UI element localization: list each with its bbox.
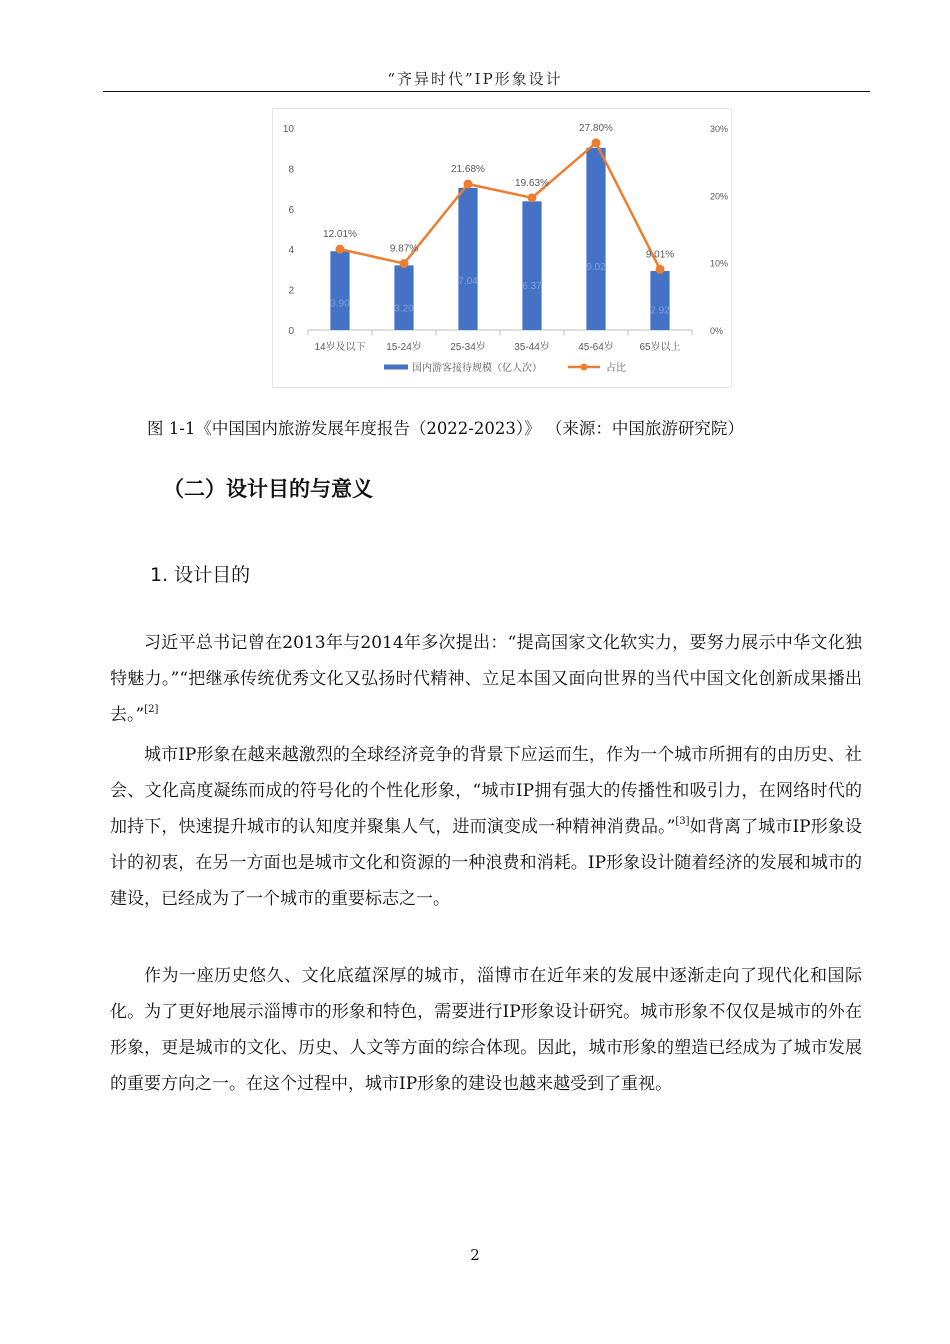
bar [394,265,413,330]
paragraph [110,958,862,1102]
line-point [400,259,409,268]
bar [330,251,349,330]
line-data-label: 19.63% [515,177,549,189]
bar-data-label: 7.04 [458,276,478,288]
line-point [464,180,473,189]
legend-bar-label: 国内游客接待规模（亿人次） [412,363,542,374]
subsection-heading: 1. 设计目的 [150,564,251,586]
line-point [656,265,665,274]
y-left-tick-label: 2 [288,285,294,297]
x-tick-label: 65岁以上 [639,342,681,353]
line-data-label: 9.87% [389,243,419,255]
line-series [340,143,660,270]
paragraph [110,737,862,917]
paragraph-text: 习近平总书记曾在2013年与2014年多次提出：“提高国家文化软实力，要努力展示中华文化独特魅力。”“把继承传统优秀文化又弘扬时代精神、立足本国又面向世界的当代中国文化创新成果播出去。” [110,633,862,725]
bar-data-label: 3.20 [394,303,414,315]
x-tick-label: 45-64岁 [578,342,614,353]
x-tick-label: 25-34岁 [450,342,486,353]
paragraph [110,625,862,733]
citation-ref[interactable]: [2] [144,704,159,715]
header-rule [103,91,870,92]
running-header: “齐异时代”IP形象设计 [387,70,563,88]
y-right-tick-label: 0% [710,326,724,336]
section-heading: （二）设计目的与意义 [163,477,373,501]
paragraph-text: 作为一座历史悠久、文化底蕴深厚的城市，淄博市在近年来的发展中逐渐走向了现代化和国际化。为了更好地展示淄博市的形象和特色，需要进行IP形象设计研究。城市形象不仅仅是城市的外在形象，更是城市的文化、历史、人文等方面的综合体现。因此，城市形象的塑造已经成为了城市发展的重要方向之一。在这个过程中，城市IP形象的建设也越来越受到了重视。 [110,966,862,1094]
line-point [336,245,345,254]
x-tick-label: 15-24岁 [386,342,422,353]
citation-ref[interactable]: [3] [675,816,690,827]
line-data-label: 9.01% [645,249,675,261]
bar [650,271,669,330]
x-tick-label: 35-44岁 [514,342,550,353]
y-left-tick-label: 0 [288,326,294,337]
y-right-tick-label: 10% [710,258,729,269]
y-right-tick-label: 20% [710,191,729,202]
x-tick-label: 14岁及以下 [314,342,366,353]
y-left-tick-label: 10 [282,124,294,135]
legend-line-marker [581,364,588,371]
bar-data-label: 3.90 [330,298,350,310]
legend-line-label: 占比 [606,363,626,374]
bar [586,148,605,330]
y-left-tick-label: 4 [288,245,294,257]
line-data-label: 21.68% [451,164,485,176]
bar-data-label: 6.37 [522,280,542,292]
y-left-tick-label: 6 [288,204,294,216]
line-point [528,193,537,202]
age-group-chart [272,108,732,388]
line-point [592,138,601,147]
y-left-tick-label: 8 [288,164,294,176]
paragraph-text: 如背离了城市IP形象设计的初衷，在另一方面也是城市文化和资源的一种浪费和消耗。IP形象设计随着经济的发展和城市的建设，已经成为了一个城市的重要标志之一。 [110,817,862,909]
y-right-tick-label: 30% [710,124,729,134]
figure-caption: 图 1-1《中国国内旅游发展年度报告（2022-2023）》 （来源：中国旅游研究院） [147,419,744,438]
page-number: 2 [470,1246,480,1264]
line-data-label: 12.01% [323,229,357,241]
line-data-label: 27.80% [579,122,613,134]
bar-data-label: 9.02 [586,262,606,274]
paragraph-text: 城市IP形象在越来越激烈的全球经济竞争的背景下应运而生，作为一个城市所拥有的由历史、社会、文化高度凝练而成的符号化的个性化形象，“城市IP拥有强大的传播性和吸引力，在网络时代的加持下，快速提升城市的认知度并聚集人气，进而演变成一种精神消费品。” [110,745,862,837]
bar [522,201,541,330]
bar [458,188,477,330]
bar-data-label: 2.92 [650,305,670,317]
